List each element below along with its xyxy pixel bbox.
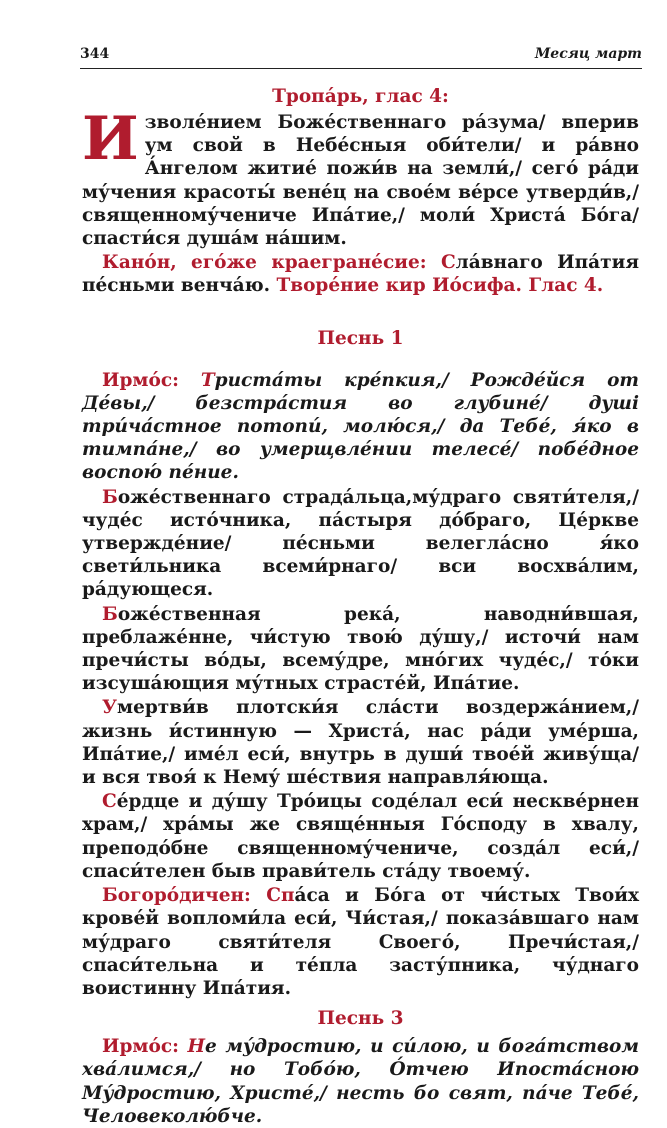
- ode1-irmos-text: риста́ты кре́пкия,/ Рожде́йся от Де́вы,/ безстра́стия во глубине́/ душі три́ча́стное потопи́, молю́ся,/ да Тебе́, я́ко в тимпа́не,/ во умерщвле́нии телесе́/ побе́дное воспою́ пе́ние.: [82, 369, 639, 484]
- troparion-text: мертви́в плотски́я сла́сти воздержа́нием,/ жизнь и́стинную — Христа́, нас ра́ди уме́рша, Ипа́тие,/ име́л еси́, внутрь в души́ твое́й живу́ща/ и вся твоя́ к Нему́ ше́ствия направля́юща.: [82, 697, 639, 789]
- canon-acrostic-label: Кано́н, его́же краегране́сие:: [102, 252, 427, 274]
- theotokion-label: Богоро́дичен:: [102, 885, 251, 907]
- drop-cap-initial: И: [82, 104, 139, 174]
- ode1-theotokion: [82, 884, 639, 1000]
- canon-acrostic-initial: С: [440, 252, 456, 274]
- canon-acrostic-text: ла́внаго Ипа́тия пе́сньми венча́ю.: [82, 252, 639, 297]
- page-number: 344: [80, 46, 110, 62]
- page-header: [80, 42, 642, 69]
- ode1-heading: Песнь 1: [317, 327, 404, 349]
- ode3-irmos-label: Ирмо́с:: [102, 1036, 179, 1058]
- ode1-irmos-initial: Т: [200, 369, 215, 391]
- ode1-troparion-4: [82, 790, 639, 883]
- troparion-initial: У: [102, 697, 118, 719]
- troparion-paragraph: [82, 104, 639, 250]
- page-content: [82, 86, 639, 1128]
- theotokion-initial: Сп: [266, 885, 295, 907]
- ode3-heading: Песнь 3: [317, 1008, 404, 1030]
- troparion-heading: Тропа́рь, глас 4:: [272, 86, 449, 107]
- ode1-troparion-1: [82, 486, 639, 602]
- ode1-irmos: [82, 369, 639, 485]
- troparion-initial: С: [102, 791, 117, 813]
- canon-creation: Творе́ние кир Ио́сифа. Глас 4.: [276, 275, 604, 297]
- troparion-text: зволе́нием Боже́ственнаго ра́зума/ вперив ум свой в Небе́сныя оби́тели/ и ра́вно А́нгелом житие́ пожи́в на земли́,/ сего́ ра́ди му́чения красоты́ вене́ц на свое́м ве́рсе утверди́в,/ священному́чениче Ипа́тие,/ моли́ Христа́ Бо́га/ спасти́ся душа́м на́шим.: [82, 112, 639, 250]
- troparion-text: оже́ственнаго страда́льца,му́драго святи́теля,/ чуде́с исто́чника, па́стыря до́браго, Це́ркве утвержде́ние/ пе́сньми велегла́сно я́ко свети́льника всеми́рнаго/ вси восхва́лим, ра́дующеся.: [82, 486, 639, 601]
- ode3-irmos: [82, 1035, 639, 1128]
- ode1-troparion-2: [82, 603, 639, 696]
- ode1-irmos-label: Ирмо́с:: [102, 369, 179, 391]
- running-title: Месяц март: [534, 46, 642, 62]
- ode3-irmos-text: е му́дростию, и си́лою, и бога́тством хва́лимся,/ но Тобо́ю, О́тчею Ипоста́сною Му́дростию, Христе́,/ несть бо свят, па́че Тебе́, Человеколю́бче.: [82, 1036, 639, 1127]
- troparion-initial: Б: [102, 486, 118, 508]
- theotokion-text: а́са и Бо́га от чи́стых Твои́х крове́й вопломи́ла еси́, Чи́стая,/ показа́вшаго нам му́драго святи́теля Своего́, Пречи́стая,/ спаси́тельна и те́пла засту́пника, чу́днаго воистинну Ипа́тия.: [82, 885, 639, 999]
- canon-info: [82, 251, 639, 297]
- troparion-text: е́рдце и ду́шу Тро́ицы соде́лал еси́ несквéрнен храм,/ хра́мы же свяще́нныя Го́споду в хвалу, преподо́бне священному́чениче, созда́л еси́,/ спаси́телен быв прави́тель ста́ду твоему́.: [82, 791, 639, 882]
- troparion-text: оже́ственная река́, наводни́вшая, преблаже́нне, чи́стую твою́ ду́шу,/ источи́ нам пречи́сты во́ды, всему́дре, мно́гих чуде́с,/ то́ки изсуша́ющия му́тных страсте́й, Ипа́тие.: [82, 603, 639, 695]
- ode1-troparion-3: [82, 696, 639, 789]
- ode3-irmos-initial: Н: [187, 1036, 206, 1058]
- troparion-initial: Б: [102, 603, 118, 625]
